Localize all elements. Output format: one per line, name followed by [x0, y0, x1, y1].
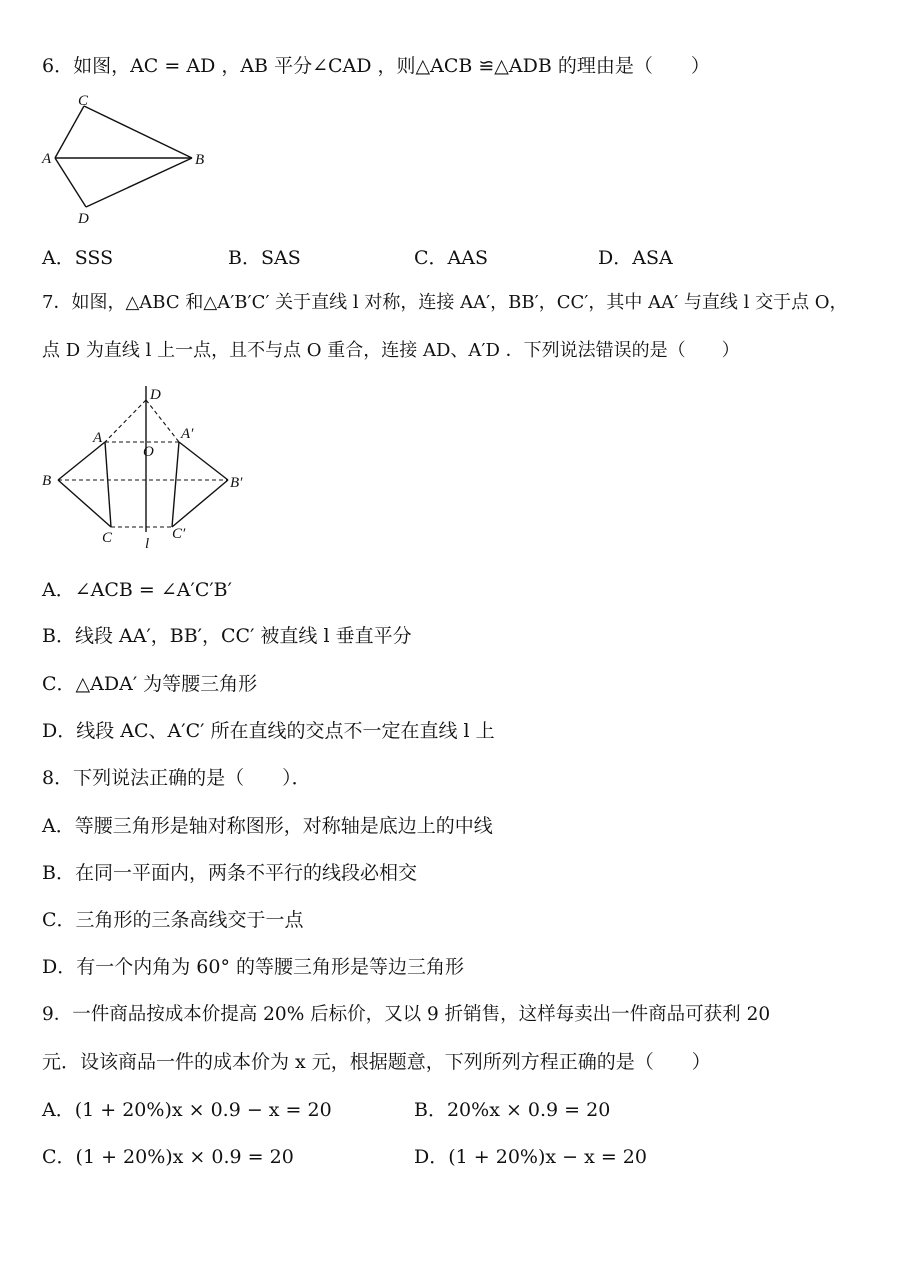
q6-figure: [38, 92, 218, 232]
q7-label-l: l: [145, 536, 150, 552]
q6-seg-cb: [84, 106, 192, 158]
q8-option-a: A．等腰三角形是轴对称图形，对称轴是底边上的中线: [42, 815, 493, 837]
q6-seg-ac: [55, 106, 84, 158]
q8-option-c: C．三角形的三条高线交于一点: [42, 909, 304, 931]
q8-option-b: B．在同一平面内，两条不平行的线段必相交: [42, 862, 417, 884]
q7-label-a2: A′: [181, 426, 194, 442]
q7-label-a: A: [93, 430, 103, 446]
q6-option-c: C．AAS: [414, 247, 488, 269]
q7-figure: [38, 380, 258, 555]
q8-stem: 8．下列说法正确的是（ ）．: [42, 767, 311, 789]
q7-label-c: C: [102, 530, 113, 546]
q6-seg-db: [86, 158, 192, 207]
q7-seg-ad: [105, 400, 146, 442]
q6-option-a: A．SSS: [42, 247, 114, 269]
q9-option-a: A．(1 + 20%)x × 0.9 − x = 20: [42, 1099, 332, 1121]
q9-stem-line1: 9．一件商品按成本价提高 20% 后标价，又以 9 折销售，这样每卖出一件商品可获利 20: [42, 1004, 771, 1025]
q7-stem-line1: 7．如图，△ABC 和△A′B′C′ 关于直线 l 对称，连接 AA′，BB′，CC′，其中 AA′ 与直线 l 交于点 O，: [42, 292, 848, 313]
q7-option-c: C．△ADA′ 为等腰三角形: [42, 673, 258, 695]
q7-option-d: D．线段 AC、A′C′ 所在直线的交点不一定在直线 l 上: [42, 720, 495, 742]
q7-label-c2: C′: [172, 526, 186, 542]
q7-label-d: D: [150, 387, 161, 403]
q6-option-b: B．SAS: [228, 247, 301, 269]
q9-option-d: D．(1 + 20%)x − x = 20: [414, 1146, 647, 1168]
q6-label-d: D: [78, 211, 89, 227]
q9-option-b: B．20%x × 0.9 = 20: [414, 1099, 611, 1121]
q7-label-b: B: [42, 473, 52, 489]
q7-stem-line2: 点 D 为直线 l 上一点，且不与点 O 重合，连接 AD、A′D ．下列说法错误的是（ ）: [42, 340, 740, 361]
q7-option-a: A．∠ACB = ∠A′C′B′: [42, 579, 232, 601]
q6-label-a: A: [42, 151, 52, 167]
q6-option-d: D．ASA: [598, 247, 673, 269]
q6-label-b: B: [195, 152, 205, 168]
q6-seg-ad: [55, 158, 86, 207]
q9-option-c: C．(1 + 20%)x × 0.9 = 20: [42, 1146, 294, 1168]
q7-seg-a2d: [146, 400, 179, 442]
q8-option-d: D．有一个内角为 60° 的等腰三角形是等边三角形: [42, 956, 464, 978]
q7-label-b2: B′: [230, 475, 243, 491]
q6-stem: 6．如图，AC = AD ，AB 平分∠CAD ，则△ACB ≌△ADB 的理由是（ ）: [42, 55, 710, 77]
q6-label-c: C: [78, 93, 89, 109]
q9-stem-line2: 元．设该商品一件的成本价为 x 元，根据题意，下列所列方程正确的是（ ）: [42, 1051, 711, 1073]
q7-label-o: O: [143, 444, 154, 460]
q7-option-b: B．线段 AA′，BB′，CC′ 被直线 l 垂直平分: [42, 625, 412, 647]
